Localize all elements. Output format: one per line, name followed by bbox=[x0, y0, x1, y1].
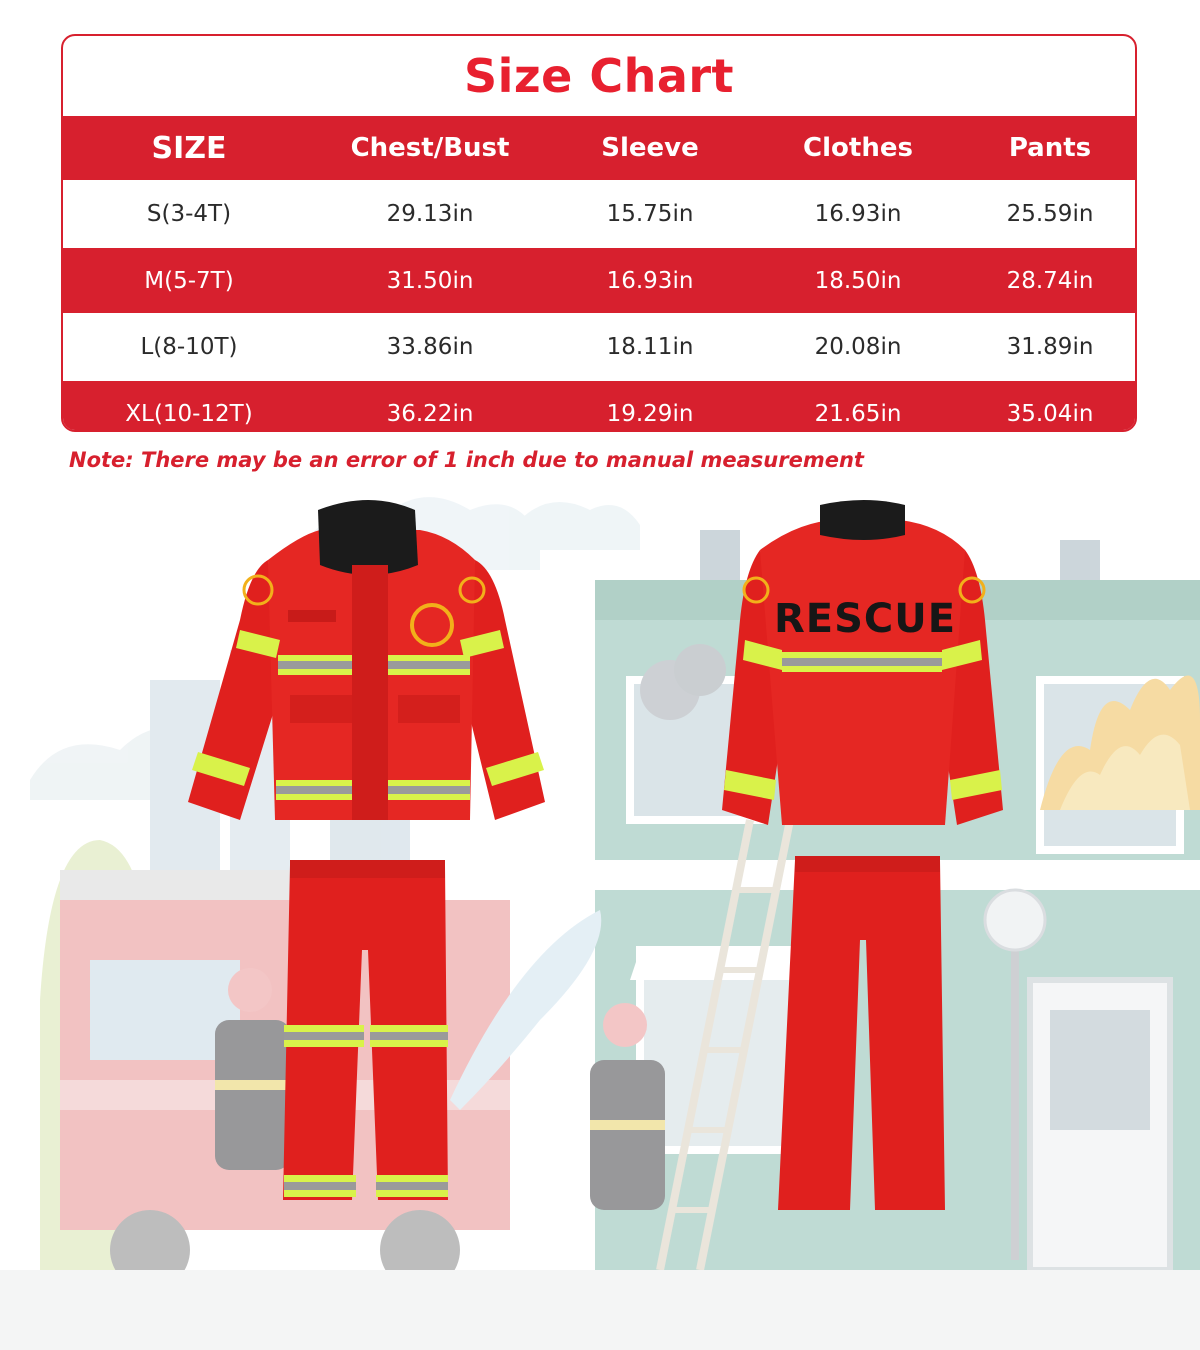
sleeve-cell: 19.29in bbox=[545, 381, 755, 432]
table-row bbox=[63, 180, 1137, 248]
column-header-sleeve: Sleeve bbox=[545, 116, 755, 180]
chest-bust-cell: 29.13in bbox=[315, 180, 545, 248]
column-header-pants: Pants bbox=[961, 116, 1137, 180]
clothes-cell: 20.08in bbox=[755, 313, 961, 381]
sleeve-cell: 18.11in bbox=[545, 313, 755, 381]
table-row bbox=[63, 381, 1137, 432]
rescue-text: RESCUE bbox=[773, 596, 957, 642]
jacket-back bbox=[722, 500, 1003, 825]
chart-title: Size Chart bbox=[463, 49, 735, 103]
column-header-chest-bust: Chest/Bust bbox=[315, 116, 545, 180]
sleeve-cell: 15.75in bbox=[545, 180, 755, 248]
clothes-cell: 18.50in bbox=[755, 248, 961, 313]
measurement-note: Note: There may be an error of 1 inch due to manual measurement bbox=[69, 448, 864, 472]
table-row bbox=[63, 248, 1137, 313]
size-cell: M(5-7T) bbox=[63, 248, 315, 313]
size-chart bbox=[61, 34, 1137, 432]
size-cell: L(8-10T) bbox=[63, 313, 315, 381]
size-cell: S(3-4T) bbox=[63, 180, 315, 248]
chest-bust-cell: 33.86in bbox=[315, 313, 545, 381]
table-row bbox=[63, 313, 1137, 381]
pants-cell: 35.04in bbox=[961, 381, 1137, 432]
column-header-size: SIZE bbox=[63, 116, 315, 180]
size-cell: XL(10-12T) bbox=[63, 381, 315, 432]
chest-bust-cell: 36.22in bbox=[315, 381, 545, 432]
chest-bust-cell: 31.50in bbox=[315, 248, 545, 313]
pants-cell: 31.89in bbox=[961, 313, 1137, 381]
pants-cell: 25.59in bbox=[961, 180, 1137, 248]
clothes-cell: 21.65in bbox=[755, 381, 961, 432]
column-header-clothes: Clothes bbox=[755, 116, 961, 180]
clothes-cell: 16.93in bbox=[755, 180, 961, 248]
sleeve-cell: 16.93in bbox=[545, 248, 755, 313]
pants-cell: 28.74in bbox=[961, 248, 1137, 313]
background-illustration bbox=[0, 497, 1200, 1350]
costume-scene bbox=[0, 480, 1200, 1350]
size-table bbox=[63, 116, 1137, 432]
table-header-row bbox=[63, 116, 1137, 180]
